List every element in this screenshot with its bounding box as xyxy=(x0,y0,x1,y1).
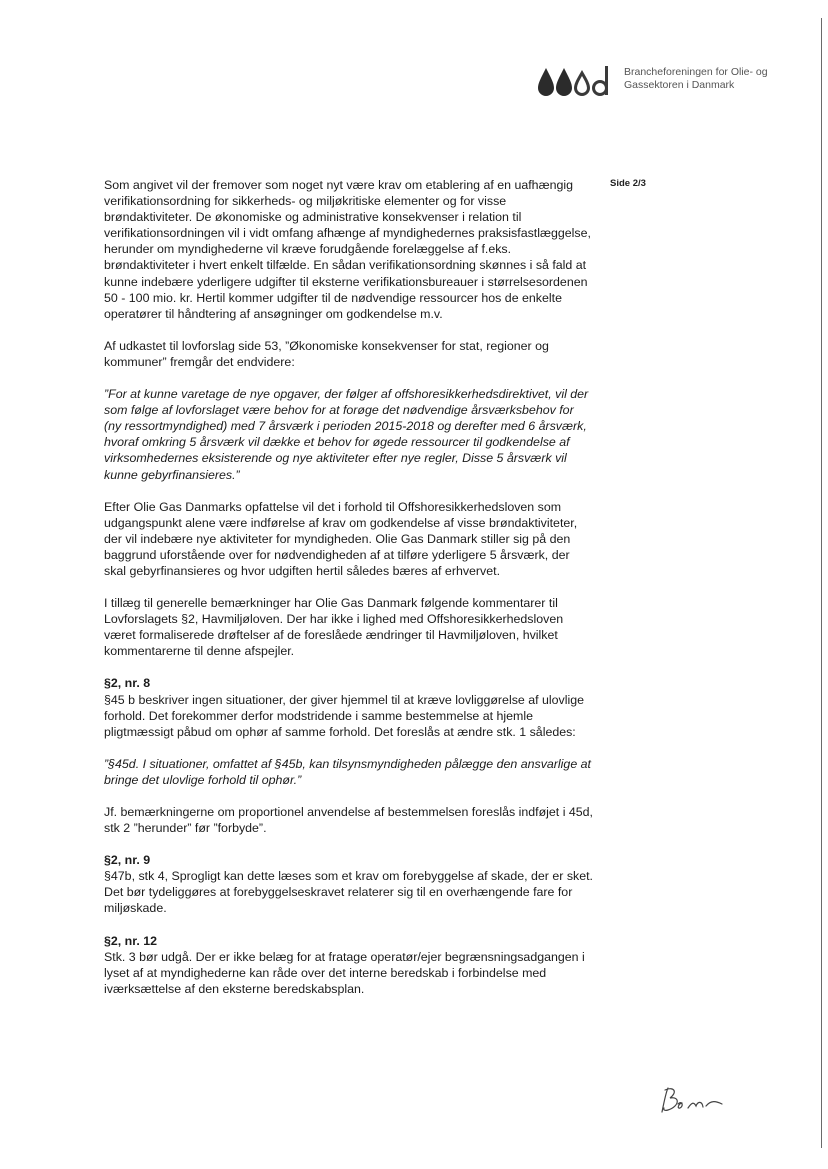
section-nr-12 xyxy=(104,933,594,997)
quote-45d: ”§45d. I situationer, omfattet af §45b, kan tilsynsmyndigheden pålægge den ansvarlige at bringe det ulovlige forhold til ophør.” xyxy=(104,756,591,787)
paragraph-verification-costs: Som angivet vil der fremover som noget nyt være krav om etablering af en uafhængig verifikationsordning for sikkerheds- og miljøkritiske elementer og for visse brøndaktiviteter. De økonomiske og administrative konsekvenser i relation til verifikationsordningen vil i vidt omfang afhænge af myndighedernes praksisfastlæggelse, herunder om myndighederne vil kræve forudgående forelæggelse af f.eks. brøndaktiviteter i hvert enkelt tilfælde. En sådan verifikationsordning skønnes i så fald at kunne indebære yderligere udgifter til eksterne verifikationsbureauer i størrelsesordenen 50 - 100 mio. kr. Hertil kommer udgifter til de nødvendige ressourcer hos de enkelte operatører til håndtering af ansøgninger om godkendelse m.v. xyxy=(104,178,591,321)
section-heading: §2, nr. 12 xyxy=(104,933,158,948)
org-name xyxy=(624,66,774,92)
letter-body xyxy=(104,177,594,1013)
section-heading: §2, nr. 9 xyxy=(104,853,151,868)
org-name-line-1: Brancheforeningen for Olie- og xyxy=(624,66,768,78)
section-heading: §2, nr. 8 xyxy=(104,676,151,691)
section-text: §47b, stk 4, Sprogligt kan dette læses som et krav om forebyggelse af skade, der er sket. Det bør tydeliggøres at forebyggelseskravet relaterer sig til en overhængende fare for miljøskade. xyxy=(104,869,593,916)
paragraph-draft-reference: Af udkastet til lovforslag side 53, ”Økonomiske konsekvenser for stat, regioner og kommuner” fremgår det endvidere: xyxy=(104,338,549,369)
section-nr-8 xyxy=(104,675,594,739)
section-text: §45 b beskriver ingen situationer, der giver hjemmel til at kræve lovliggørelse af ulovlige forhold. Det forekommer derfor modstridende i samme bestemmelse at hjemle pligtmæssigt påbud om ophør af samme forhold. Det foreslås at ændre stk. 1 således: xyxy=(104,692,585,739)
org-logo-icon xyxy=(537,64,621,98)
page-number: Side 2/3 xyxy=(610,178,646,189)
handwritten-signature xyxy=(656,1082,728,1120)
paragraph-opinion: Efter Olie Gas Danmarks opfattelse vil det i forhold til Offshoresikkerhedsloven som udgangspunkt alene være indførelse af krav om godkendelse af visse brøndaktiviteter, der vil indebære nye aktiviteter for myndigheden. Olie Gas Danmark stiller sig på den baggrund uforstående over for nødvendigheden af at tilføre yderligere 5 årsværk, der skal gebyrfinansieres og hvor udgiften hertil således bæres af erhvervet. xyxy=(104,499,578,578)
paragraph-proportional: Jf. bemærkningerne om proportionel anvendelse af bestemmelsen foreslås indføjet i 45d, stk 2 ”herunder” før ”forbyde”. xyxy=(104,805,594,836)
quote-draft-bill: ”For at kunne varetage de nye opgaver, der følger af offshoresikkerhedsdirektivet, vil der som følge af lovforslaget være behov for at forøge det nødvendige årsværksbehov for (ny ressortmyndighed) med 7 årsværk i perioden 2015-2018 og derefter med 6 årsværk, hvoraf omkring 5 årsværk vil dække et behov for øgede ressourcer til godkendelse af virksomhedernes eksisterende og nye aktiviteter efter nye regler, Disse 5 årsværk vil kunne gebyrfinansieres.” xyxy=(104,387,589,482)
paragraph-havmiljoloven: I tillæg til generelle bemærkninger har Olie Gas Danmark følgende kommentarer til Lovforslagets §2, Havmiljøloven. Der har ikke i lighed med Offshoresikkerhedsloven været formaliserede drøftelser af de foreslåede ændringer til Havmiljøloven, hvilket kommentarerne til denne afspejler. xyxy=(104,596,564,659)
scan-edge-line xyxy=(821,18,822,1148)
section-nr-9 xyxy=(104,852,594,916)
org-name-line-2: Gassektoren i Danmark xyxy=(624,79,735,91)
section-text: Stk. 3 bør udgå. Der er ikke belæg for at fratage operatør/ejer begrænsningsadgangen i lyset af at myndighederne kan råde over det interne beredskab i forbindelse med iværksættelse af den eksterne beredskabsplan. xyxy=(104,949,585,996)
